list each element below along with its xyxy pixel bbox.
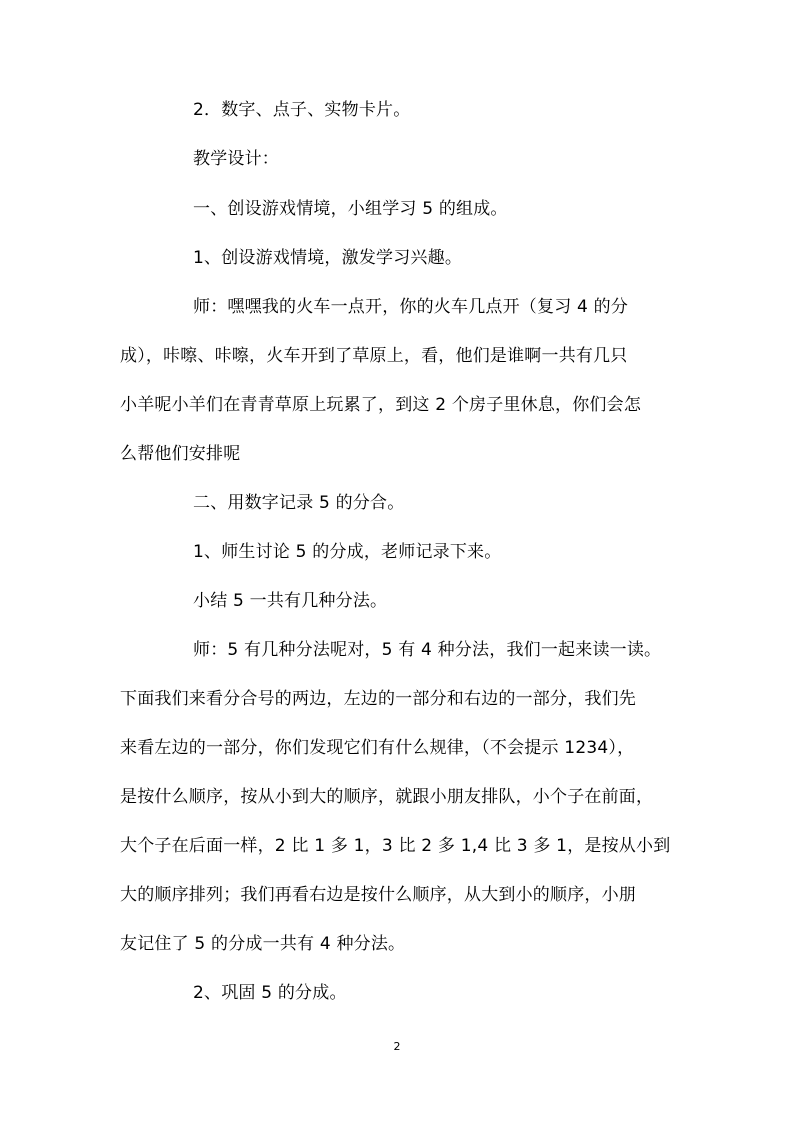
section-heading-two: 二、用数字记录 5 的分合。	[193, 493, 405, 513]
paragraph-line: 师：5 有几种分法呢对，5 有 4 种分法，我们一起来读一读。	[193, 640, 662, 660]
page-number: 2	[393, 1040, 401, 1053]
subheading-1-1: 1、创设游戏情境，激发学习兴趣。	[193, 248, 463, 268]
subheading-2-1: 1、师生讨论 5 的分成，老师记录下来。	[193, 542, 502, 562]
paragraph-line: 小结 5 一共有几种分法。	[193, 591, 388, 611]
paragraph-line: 大个子在后面一样，2 比 1 多 1，3 比 2 多 1,4 比 3 多 1，是按从小到	[120, 836, 671, 856]
section-heading-teaching-design: 教学设计：	[193, 149, 279, 169]
paragraph-line: 是按什么顺序，按从小到大的顺序，就跟小朋友排队，小个子在前面，	[120, 787, 654, 807]
paragraph-line: 师：嘿嘿我的火车一点开，你的火车几点开（复习 4 的分	[193, 297, 629, 317]
paragraph-line: 友记住了 5 的分成一共有 4 种分法。	[120, 934, 406, 954]
paragraph-line: 大的顺序排列；我们再看右边是按什么顺序，从大到小的顺序，小朋	[120, 885, 636, 905]
subheading-2-2: 2、巩固 5 的分成。	[193, 983, 347, 1003]
paragraph-line: 来看左边的一部分，你们发现它们有什么规律，（不会提示 1234），	[120, 738, 635, 758]
paragraph-line: 小羊呢小羊们在青青草原上玩累了，到这 2 个房子里休息，你们会怎	[120, 395, 642, 415]
paragraph-line: 么帮他们安排呢	[120, 444, 241, 464]
paragraph-line: 成），咔嚓、咔嚓，火车开到了草原上，看，他们是谁啊一共有几只	[120, 346, 628, 366]
section-heading-one: 一、创设游戏情境，小组学习 5 的组成。	[193, 199, 508, 219]
paragraph-line: 下面我们来看分合号的两边，左边的一部分和右边的一部分，我们先	[120, 689, 636, 709]
materials-item: 2．数字、点子、实物卡片。	[193, 100, 411, 120]
